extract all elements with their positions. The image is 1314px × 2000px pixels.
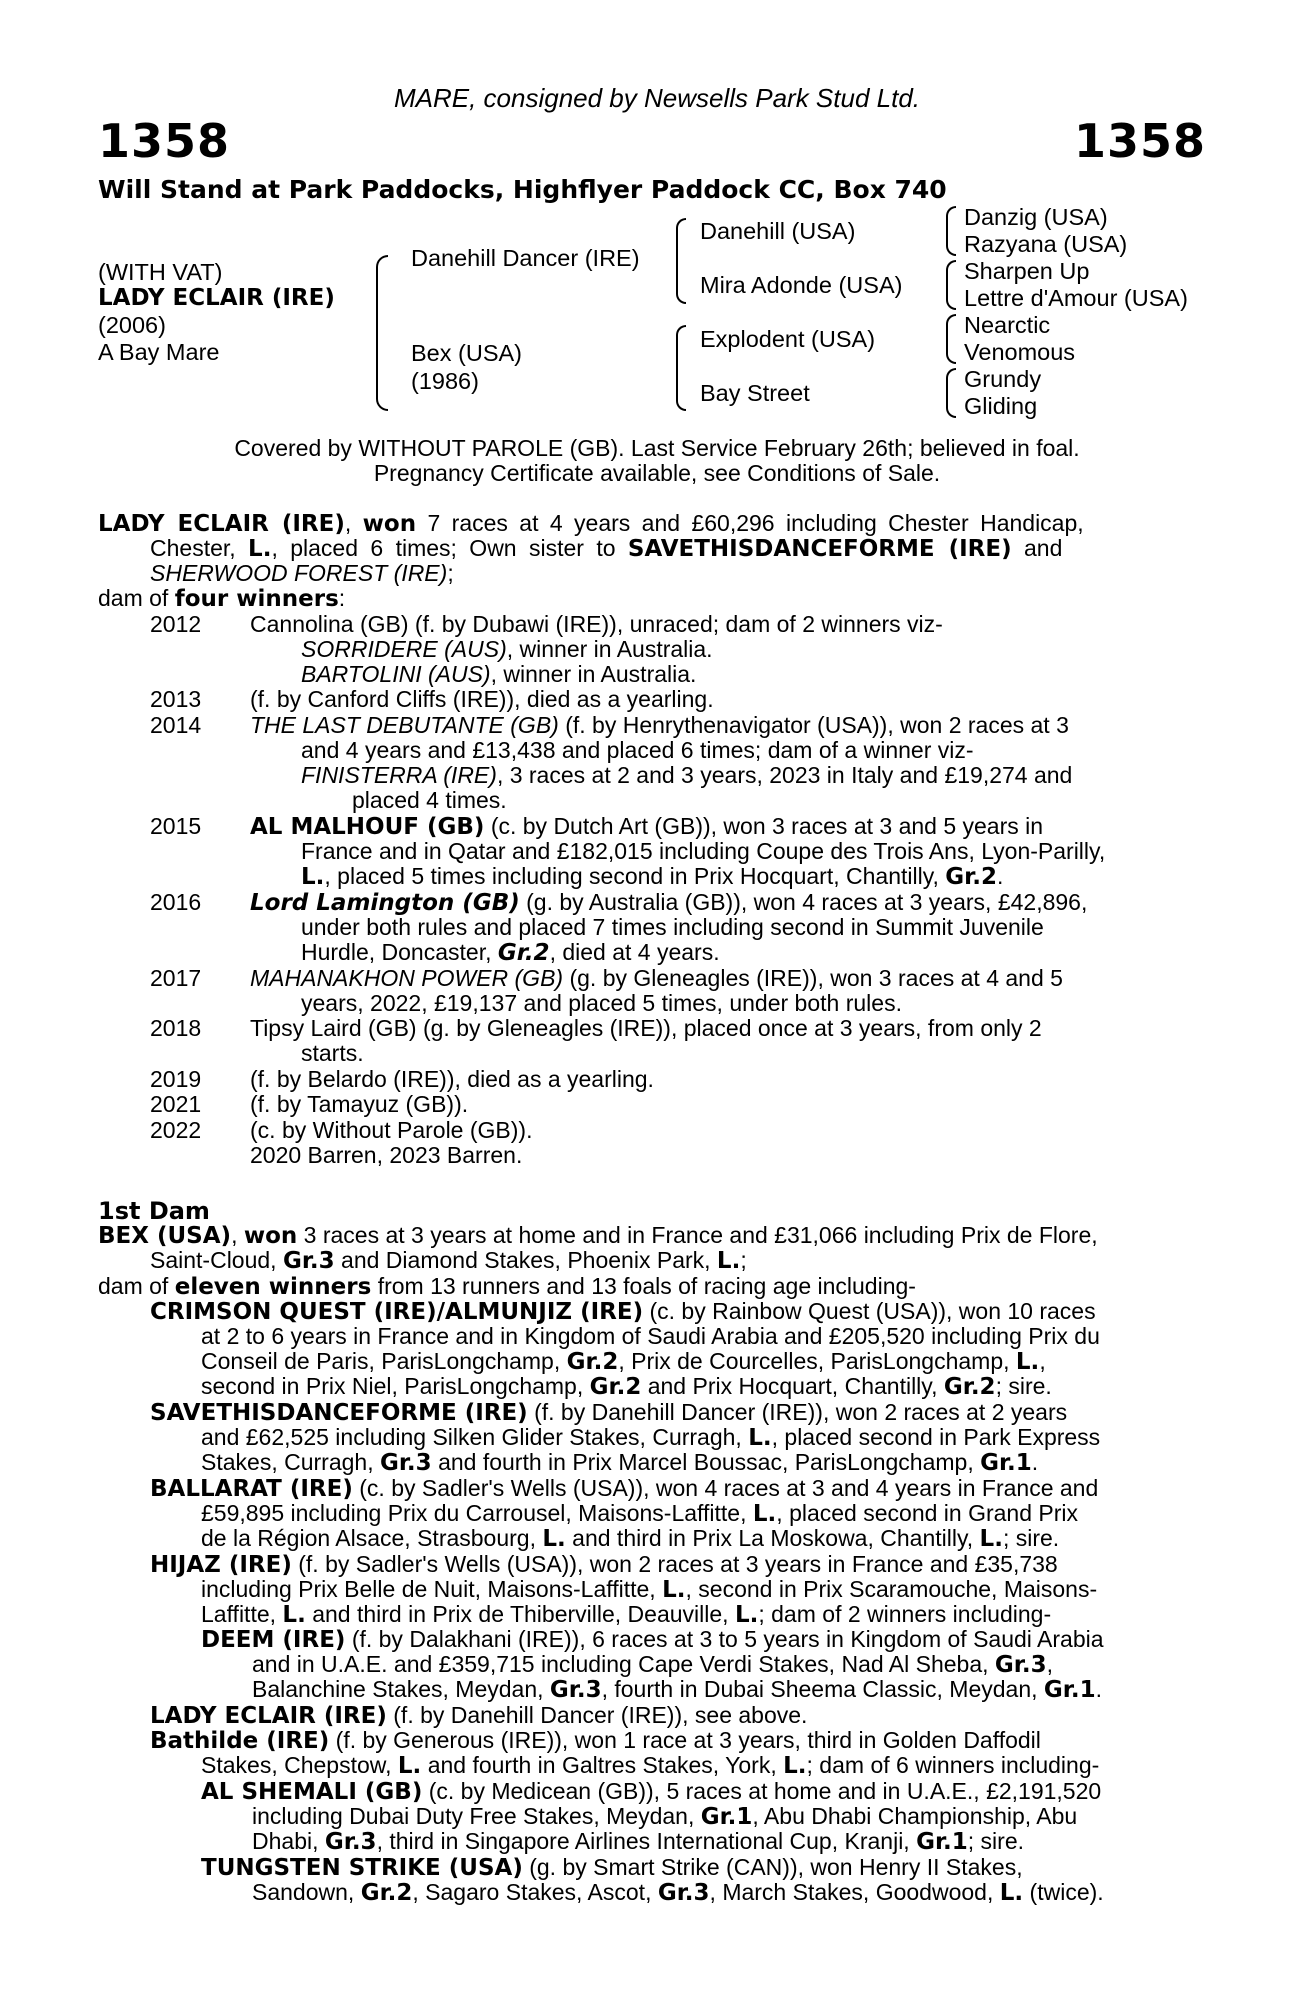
runner-text: , March Stakes, Goodwood, — [709, 1879, 994, 1905]
race-class: L. — [1015, 1349, 1040, 1375]
produce-text: , died at 4 years. — [549, 939, 720, 965]
race-class: Gr.2 — [943, 1374, 996, 1400]
summary-line-2 — [150, 536, 1062, 563]
runner-line — [201, 1627, 1104, 1654]
produce-entry: starts. — [301, 1040, 364, 1066]
runner-text: Sandown, — [252, 1879, 355, 1905]
race-class: L. — [248, 536, 272, 562]
mare-name: LADY ECLAIR (IRE) — [98, 511, 345, 537]
race-class: L. — [662, 1577, 686, 1603]
pedigree-brace — [676, 325, 686, 411]
runner-line — [201, 1501, 1078, 1528]
runner-text: Dhabi, — [252, 1828, 319, 1854]
produce-entry: and 4 years and £13,438 and placed 6 times; dam of a winner viz- — [301, 737, 974, 763]
runner-text: Stakes, Curragh, — [201, 1449, 374, 1475]
runner-text: (f. by Danehill Dancer (IRE)), see above. — [393, 1702, 808, 1728]
runner-line — [252, 1829, 1024, 1856]
dam-year: (1986) — [411, 368, 479, 394]
runner-text: , placed second in Grand Prix — [776, 1500, 1079, 1526]
produce-entry — [301, 662, 696, 688]
runner-text: (f. by Generous (IRE)), won 1 race at 3 years, third in Golden Daffodil — [335, 1727, 1041, 1753]
runner-line — [252, 1880, 1104, 1907]
runner-text: (f. by Dalakhani (IRE)), 6 races at 3 to 5 years in Kingdom of Saudi Arabia — [351, 1626, 1104, 1652]
produce-entry: under both rules and placed 7 times including second in Summit Juvenile — [301, 914, 1044, 940]
ds-sire: Nearctic — [964, 312, 1051, 338]
race-class: Gr.2 — [497, 940, 550, 966]
horse-description: A Bay Mare — [98, 339, 220, 365]
runner-text: , third in Singapore Airlines International Cup, Kranji, — [376, 1828, 910, 1854]
dam: Bex (USA) — [411, 340, 522, 366]
horse-name: THE LAST DEBUTANTE (GB) — [250, 712, 559, 738]
horse-name: MAHANAKHON POWER (GB) — [250, 965, 564, 991]
horse-year: (2006) — [98, 312, 166, 338]
dam-text: from 13 runners and 13 foals of racing age including- — [377, 1273, 916, 1299]
race-class: Gr.3 — [282, 1248, 335, 1274]
runner-text: £59,895 including Prix du Carrousel, Maisons-Laffitte, — [201, 1500, 747, 1526]
runner-line: at 2 to 6 years in France and in Kingdom of Saudi Arabia and £205,520 including Prix du — [201, 1323, 1100, 1349]
produce-entry — [250, 890, 1087, 917]
race-class: Gr.2 — [360, 1880, 413, 1906]
won-label: won — [362, 511, 417, 537]
runner-line — [150, 1703, 807, 1730]
runner-text: and fourth in Galtres Stakes, York, — [427, 1752, 777, 1778]
runner-text: and fourth in Prix Marcel Boussac, ParisLongchamp, — [438, 1449, 974, 1475]
runner-text: including Dubai Duty Free Stakes, Meydan, — [252, 1803, 695, 1829]
summary-text: : — [338, 585, 346, 611]
runner-text: including Prix Belle de Nuit, Maisons-Laffitte, — [201, 1576, 656, 1602]
produce-text: , winner in Australia. — [490, 661, 697, 687]
runner-text: de la Région Alsace, Strasbourg, — [201, 1525, 536, 1551]
runner-line — [201, 1450, 1038, 1477]
runner-name: AL SHEMALI (GB) — [201, 1779, 423, 1805]
runner-text: (c. by Rainbow Quest (USA)), won 10 races — [649, 1298, 1096, 1324]
summary-line-3 — [150, 561, 454, 587]
runner-text: (f. by Danehill Dancer (IRE)), won 2 races at 2 years — [534, 1399, 1068, 1425]
runner-line — [201, 1425, 1100, 1452]
runner-text: . — [1095, 1676, 1102, 1702]
runner-text: ; dam of 2 winners including- — [758, 1601, 1052, 1627]
sire-dam: Mira Adonde (USA) — [700, 272, 903, 298]
runner-line — [201, 1602, 1051, 1629]
produce-year: 2016 — [150, 889, 202, 915]
produce-entry: (f. by Canford Cliffs (IRE)), died as a yearling. — [250, 686, 714, 712]
pedigree-brace — [946, 314, 956, 364]
produce-text: , 3 races at 2 and 3 years, 2023 in Italy and £19,274 and — [496, 762, 1073, 788]
produce-year: 2014 — [150, 712, 202, 738]
runner-line — [150, 1728, 1041, 1755]
runner-text: and Prix Hocquart, Chantilly, — [647, 1373, 938, 1399]
dam-text: dam of — [98, 1273, 169, 1299]
produce-entry — [301, 940, 720, 967]
race-class: Gr.1 — [980, 1450, 1032, 1476]
race-class: Gr.3 — [549, 1677, 602, 1703]
race-class: Gr.2 — [945, 864, 997, 890]
runner-text: ; sire. — [995, 1373, 1052, 1399]
runner-text: Balanchine Stakes, Meydan, — [252, 1676, 544, 1702]
covering-notice: Covered by WITHOUT PAROLE (GB). Last Service February 26th; believed in foal. — [234, 435, 1080, 461]
summary-line-1: LADY ECLAIR (IRE), won 7 races at 4 years and £60,296 including Chester Handicap, — [98, 510, 1084, 537]
runner-text: Conseil de Paris, ParisLongchamp, — [201, 1348, 561, 1374]
lot-number-left: 1358 — [98, 114, 231, 168]
runner-name: LADY ECLAIR (IRE) — [150, 1703, 387, 1729]
runner-text: and third in Prix La Moskowa, Chantilly, — [572, 1525, 974, 1551]
pedigree-brace — [946, 206, 956, 256]
won-label: won — [243, 1223, 298, 1249]
runner-text: (c. by Sadler's Wells (USA)), won 4 races at 3 and 4 years in France and — [359, 1475, 1099, 1501]
summary-text: 7 races at 4 years and £60,296 including Chester Handicap, — [427, 510, 1084, 536]
sire-sire: Danehill (USA) — [700, 218, 856, 244]
produce-entry: (c. by Without Parole (GB)). — [250, 1117, 533, 1143]
summary-line-4 — [98, 586, 345, 613]
produce-entry: Tipsy Laird (GB) (g. by Gleneagles (IRE)), placed once at 3 years, from only 2 — [250, 1015, 1042, 1041]
summary-text: dam of — [98, 585, 169, 611]
race-class: L. — [734, 1602, 759, 1628]
produce-entry: Cannolina (GB) (f. by Dubawi (IRE)), unraced; dam of 2 winners viz- — [250, 611, 943, 637]
sibling-name: SHERWOOD FOREST (IRE) — [150, 560, 448, 586]
runner-name: DEEM (IRE) — [201, 1627, 346, 1653]
pedigree-brace — [946, 260, 956, 310]
race-class: Gr.3 — [379, 1450, 432, 1476]
dd-sire: Grundy — [964, 366, 1042, 392]
dam-text: Saint-Cloud, — [150, 1247, 277, 1273]
runner-text: ; dam of 6 winners including- — [806, 1752, 1100, 1778]
runner-text: ; sire. — [967, 1828, 1025, 1854]
runner-name: Bathilde (IRE) — [150, 1728, 330, 1754]
winners-count: four winners — [174, 586, 339, 612]
produce-text: (g. by Gleneagles (IRE)), won 3 races at 4 and 5 — [563, 965, 1063, 991]
runner-line — [201, 1349, 1046, 1376]
race-class: L. — [783, 1753, 807, 1779]
runner-name: BALLARAT (IRE) — [150, 1476, 353, 1502]
dam-text: and Diamond Stakes, Phoenix Park, — [341, 1247, 711, 1273]
summary-text: and — [1024, 535, 1063, 561]
runner-line — [150, 1400, 1067, 1427]
produce-text: , winner in Australia. — [506, 636, 713, 662]
runner-text: , Prix de Courcelles, ParisLongchamp, — [618, 1348, 1010, 1374]
race-class: Gr.2 — [566, 1349, 619, 1375]
produce-entry: (f. by Belardo (IRE)), died as a yearling. — [250, 1066, 654, 1092]
runner-text: , placed second in Park Express — [771, 1424, 1101, 1450]
runner-text: , — [1046, 1651, 1053, 1677]
ss-dam: Razyana (USA) — [964, 231, 1128, 257]
runner-text: and in U.A.E. and £359,715 including Cape Verdi Stakes, Nad Al Sheba, — [252, 1651, 989, 1677]
race-class: L. — [397, 1753, 422, 1779]
runner-line — [201, 1526, 1059, 1553]
produce-text: . — [996, 863, 1004, 889]
race-class: L. — [542, 1526, 566, 1552]
consignor-line: MARE, consigned by Newsells Park Stud Ltd. — [393, 83, 921, 113]
produce-text: , placed 5 times including second in Prix Hocquart, Chantilly, — [324, 863, 939, 889]
race-class: L. — [282, 1602, 306, 1628]
dam-sire: Explodent (USA) — [700, 326, 876, 352]
produce-text: Hurdle, Doncaster, — [301, 939, 492, 965]
produce-entry — [250, 966, 1063, 992]
runner-text: Stakes, Chepstow, — [201, 1752, 392, 1778]
dam-text: 3 races at 3 years at home and in France and £31,066 including Prix de Flore, — [303, 1222, 1098, 1248]
barren-years: 2020 Barren, 2023 Barren. — [250, 1142, 523, 1168]
race-class: Gr.1 — [916, 1829, 968, 1855]
ds-dam: Venomous — [964, 339, 1076, 365]
race-class: Gr.3 — [324, 1829, 377, 1855]
runner-line — [150, 1552, 1058, 1579]
runner-line — [201, 1779, 1101, 1806]
runner-line — [201, 1374, 1052, 1401]
produce-year: 2021 — [150, 1091, 202, 1117]
produce-entry — [250, 814, 1043, 841]
runner-name: TUNGSTEN STRIKE (USA) — [201, 1855, 523, 1881]
runner-line — [201, 1577, 1097, 1604]
winners-count: eleven winners — [174, 1274, 372, 1300]
pedigree-brace — [946, 368, 956, 418]
produce-year: 2018 — [150, 1015, 202, 1041]
runner-line — [252, 1677, 1102, 1704]
race-class: L. — [999, 1880, 1024, 1906]
summary-text: Chester, — [150, 535, 236, 561]
runner-line — [150, 1299, 1096, 1326]
runner-text: (twice). — [1029, 1879, 1104, 1905]
race-class: Gr.1 — [700, 1804, 753, 1830]
produce-text: (g. by Australia (GB)), won 4 races at 3 years, £42,896, — [519, 889, 1088, 915]
dd-dam: Gliding — [964, 393, 1038, 419]
runner-text: , fourth in Dubai Sheema Classic, Meydan, — [601, 1676, 1038, 1702]
horse-name: LADY ECLAIR (IRE) — [98, 285, 335, 311]
race-class: Gr.3 — [657, 1880, 710, 1906]
produce-text: (f. by Henrythenavigator (USA)), won 2 races at 3 — [558, 712, 1069, 738]
race-class: L. — [301, 864, 325, 890]
runner-text: and £62,525 including Silken Glider Stakes, Curragh, — [201, 1424, 742, 1450]
section-heading-first-dam: 1st Dam — [98, 1197, 210, 1225]
runner-text: , second in Prix Scaramouche, Maisons- — [685, 1576, 1098, 1602]
produce-entry — [250, 713, 1069, 739]
produce-entry: years, 2022, £19,137 and placed 5 times, under both rules. — [301, 990, 902, 1016]
race-class: L. — [752, 1501, 777, 1527]
produce-entry — [301, 637, 713, 663]
runner-text: , Abu Dhabi Championship, Abu — [752, 1803, 1078, 1829]
sibling-name: SAVETHISDANCEFORME (IRE) — [627, 536, 1012, 562]
horse-name: BARTOLINI (AUS) — [301, 661, 491, 687]
runner-text: (f. by Sadler's Wells (USA)), won 2 races at 3 years in France and £35,738 — [298, 1551, 1058, 1577]
race-class: L. — [748, 1425, 772, 1451]
runner-text: and third in Prix de Thiberville, Deauville, — [312, 1601, 729, 1627]
pedigree-brace — [376, 255, 388, 411]
horse-name: AL MALHOUF (GB) — [250, 814, 485, 840]
runner-line — [252, 1804, 1077, 1831]
produce-entry: France and in Qatar and £182,015 including Coupe des Trois Ans, Lyon-Parilly, — [301, 838, 1106, 864]
race-class: Gr.2 — [589, 1374, 642, 1400]
dam-dam: Bay Street — [700, 380, 810, 406]
runner-text: Laffitte, — [201, 1601, 277, 1627]
runner-text: (c. by Medicean (GB)), 5 races at home and in U.A.E., £2,191,520 — [428, 1778, 1102, 1804]
runner-text: ; sire. — [1002, 1525, 1060, 1551]
produce-year: 2019 — [150, 1066, 202, 1092]
race-class: L. — [716, 1248, 741, 1274]
lot-number-right: 1358 — [1073, 114, 1206, 168]
summary-text: ; — [447, 560, 454, 586]
produce-entry: placed 4 times. — [352, 787, 507, 813]
race-class: L. — [979, 1526, 1003, 1552]
dam-text: ; — [740, 1247, 747, 1273]
produce-year: 2012 — [150, 611, 202, 637]
runner-text: (g. by Smart Strike (CAN)), won Henry II Stakes, — [529, 1854, 1023, 1880]
race-class: Gr.1 — [1043, 1677, 1096, 1703]
sire: Danehill Dancer (IRE) — [411, 245, 640, 271]
runner-line — [252, 1652, 1053, 1679]
runner-text: second in Prix Niel, ParisLongchamp, — [201, 1373, 584, 1399]
pedigree-brace — [676, 218, 686, 304]
runner-line — [201, 1753, 1099, 1780]
produce-entry: (f. by Tamayuz (GB)). — [250, 1091, 469, 1117]
runner-text: , — [1039, 1348, 1046, 1374]
sd-sire: Sharpen Up — [964, 258, 1090, 284]
pregnancy-notice: Pregnancy Certificate available, see Conditions of Sale. — [373, 460, 941, 486]
runner-name: CRIMSON QUEST (IRE)/ALMUNJIZ (IRE) — [150, 1299, 644, 1325]
produce-text: (c. by Dutch Art (GB)), won 3 races at 3 and 5 years in — [484, 813, 1044, 839]
vat-note: (WITH VAT) — [98, 259, 223, 285]
horse-name: FINISTERRA (IRE) — [301, 762, 497, 788]
sd-dam: Lettre d'Amour (USA) — [964, 285, 1188, 311]
horse-name: Lord Lamington (GB) — [250, 890, 520, 916]
runner-name: HIJAZ (IRE) — [150, 1552, 292, 1578]
horse-name: SORRIDERE (AUS) — [301, 636, 507, 662]
runner-line — [201, 1855, 1023, 1882]
produce-entry — [301, 763, 1072, 789]
produce-year: 2017 — [150, 965, 202, 991]
runner-line — [150, 1476, 1098, 1503]
race-class: Gr.3 — [994, 1652, 1047, 1678]
dam-name: BEX (USA) — [98, 1223, 232, 1249]
runner-name: SAVETHISDANCEFORME (IRE) — [150, 1400, 528, 1426]
runner-text: , Sagaro Stakes, Ascot, — [412, 1879, 652, 1905]
dam-line-1: BEX (USA), won 3 races at 3 years at home and in France and £31,066 including Prix de Flore, — [98, 1222, 1098, 1249]
runner-text: . — [1031, 1449, 1039, 1475]
produce-year: 2013 — [150, 686, 202, 712]
produce-entry — [301, 864, 1003, 891]
produce-year: 2015 — [150, 813, 202, 839]
dam-line-3 — [98, 1274, 916, 1301]
produce-year: 2022 — [150, 1117, 202, 1143]
ss-sire: Danzig (USA) — [964, 204, 1108, 230]
dam-line-2 — [150, 1248, 747, 1275]
summary-text: , placed 6 times; Own sister to — [271, 535, 616, 561]
stand-location: Will Stand at Park Paddocks, Highflyer Paddock CC, Box 740 — [98, 175, 947, 204]
